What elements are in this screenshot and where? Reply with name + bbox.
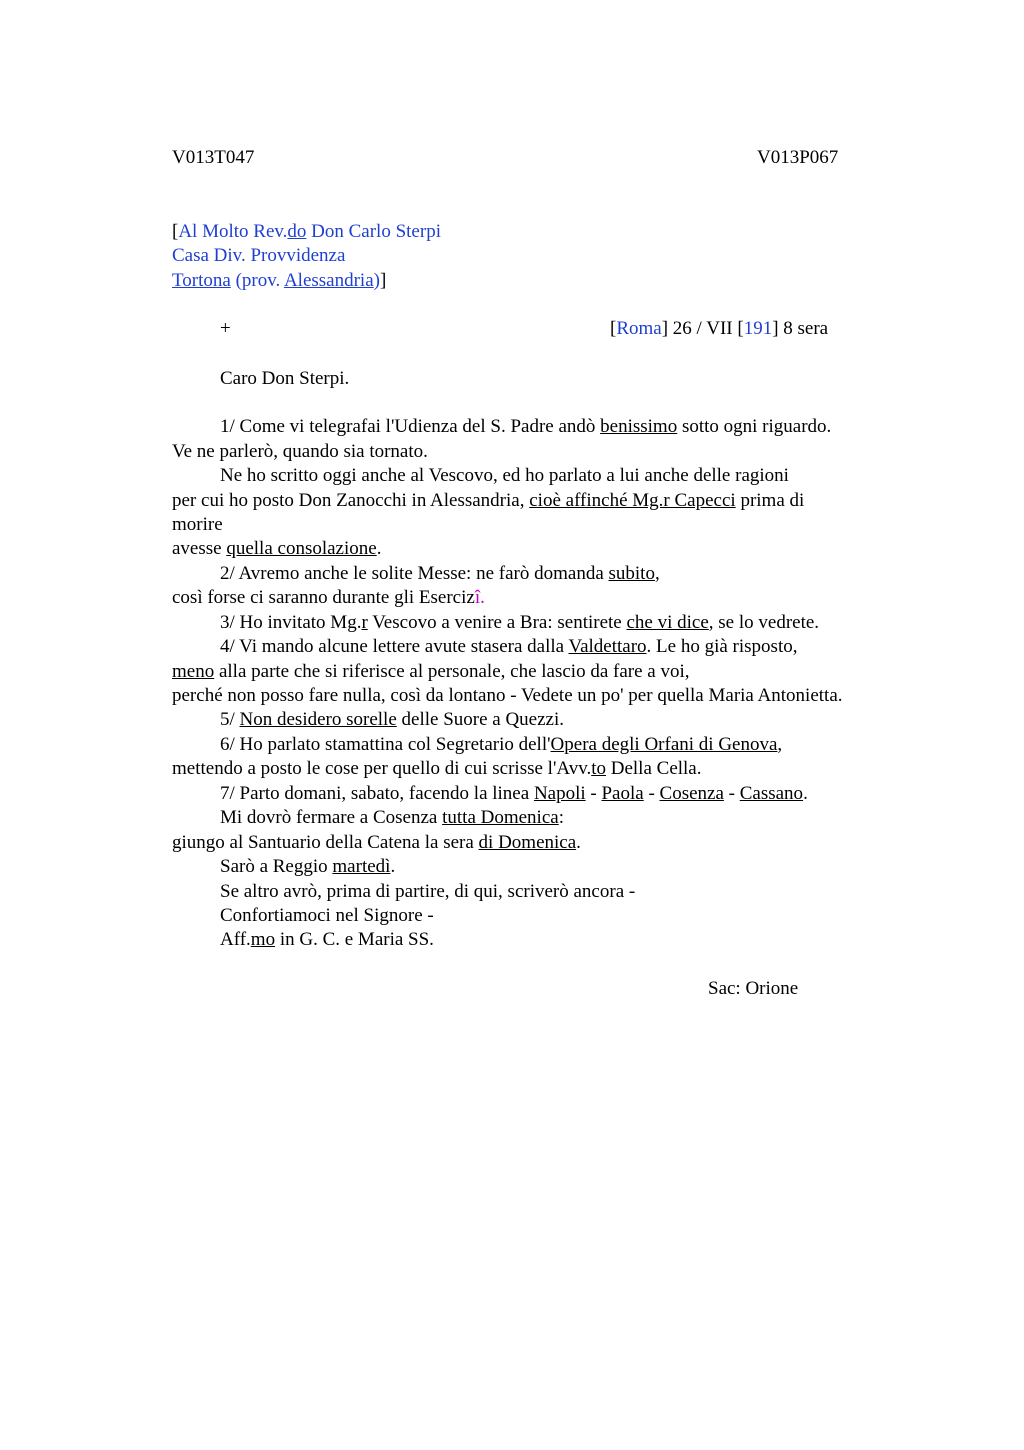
address-line-3: [172, 269, 386, 293]
signature: Sac: Orione: [708, 978, 799, 999]
body-line: 1/ Come vi telegrafai l'Udienza del S. Padre andò benissimo sotto ogni riguardo.: [220, 416, 832, 437]
address-abbrev-superscript: do: [287, 221, 307, 242]
body-line: 6/ Ho parlato stamattina col Segretario dell'Opera degli Orfani di Genova,: [220, 734, 783, 755]
address-line-1: [172, 220, 441, 244]
body-line: così forse ci saranno durante gli Esercizî.: [172, 587, 485, 608]
cross-symbol: +: [220, 318, 231, 339]
body-line: per cui ho posto Don Zanocchi in Alessandria, cioè affinché Mg.r Capecci prima di: [172, 490, 805, 511]
body-line: 4/ Vi mando alcune lettere avute stasera dalla Valdettaro. Le ho già risposto,: [220, 636, 798, 657]
address-province-label: (prov.: [230, 270, 284, 291]
body-line: mettendo a posto le cose per quello di cui scrisse l'Avv.to Della Cella.: [172, 758, 702, 779]
address-recipient-name: Don Carlo Sterpi: [306, 221, 441, 242]
body-line: Sarò a Reggio martedì.: [220, 856, 396, 877]
body-line: Ne ho scritto oggi anche al Vescovo, ed ho parlato a lui anche delle ragioni: [220, 465, 789, 486]
body-line: Mi dovrò fermare a Cosenza tutta Domenica:: [220, 807, 564, 828]
body-line: giungo al Santuario della Catena la sera di Domenica.: [172, 832, 581, 853]
body-line: 7/ Parto domani, sabato, facendo la linea Napoli - Paola - Cosenza - Cassano.: [220, 783, 808, 804]
greeting: Caro Don Sterpi.: [220, 368, 350, 389]
bracket-open: [: [172, 221, 179, 242]
dateline-date: ] 26 / VII [: [661, 318, 744, 339]
address-paren-close: ): [373, 270, 380, 291]
body-line: meno alla parte che si riferisce al personale, che lascio da fare a voi,: [172, 661, 690, 682]
dateline-year: 191: [743, 318, 773, 339]
address-province-link: Alessandria: [283, 270, 374, 291]
body-line: Confortiamoci nel Signore -: [220, 905, 434, 926]
editorial-accent: î: [474, 587, 481, 608]
document-code-right: V013P067: [757, 147, 839, 168]
dateline: [610, 317, 828, 341]
address-recipient-title: Al Molto Rev.: [178, 221, 288, 242]
body-line: morire: [172, 514, 223, 535]
dateline-city: Roma: [616, 318, 662, 339]
body-line: 5/ Non desidero sorelle delle Suore a Quezzi.: [220, 709, 564, 730]
body-line: 2/ Avremo anche le solite Messe: ne farò domanda subito,: [220, 563, 660, 584]
dateline-time: ] 8 sera: [772, 318, 829, 339]
address-city-link: Tortona: [172, 270, 231, 291]
body-line: Se altro avrò, prima di partire, di qui, scriverò ancora -: [220, 881, 636, 902]
body-line: 3/ Ho invitato Mg.r Vescovo a venire a Bra: sentirete che vi dice, se lo vedrete.: [220, 612, 820, 633]
body-text: così forse ci saranno durante gli Eserciz: [172, 587, 475, 608]
closing-line: Aff.mo in G. C. e Maria SS.: [220, 929, 434, 950]
document-code-left: V013T047: [172, 147, 255, 168]
body-line: avesse quella consolazione.: [172, 538, 382, 559]
bracket-close: ]: [379, 270, 387, 291]
body-line: perché non posso fare nulla, così da lontano - Vedete un po' per quella Maria Antonietta.: [172, 685, 843, 706]
dateline-bracket: [: [610, 318, 617, 339]
body-line: Ve ne parlerò, quando sia tornato.: [172, 441, 428, 462]
address-line-2: Casa Div. Provvidenza: [172, 245, 346, 266]
